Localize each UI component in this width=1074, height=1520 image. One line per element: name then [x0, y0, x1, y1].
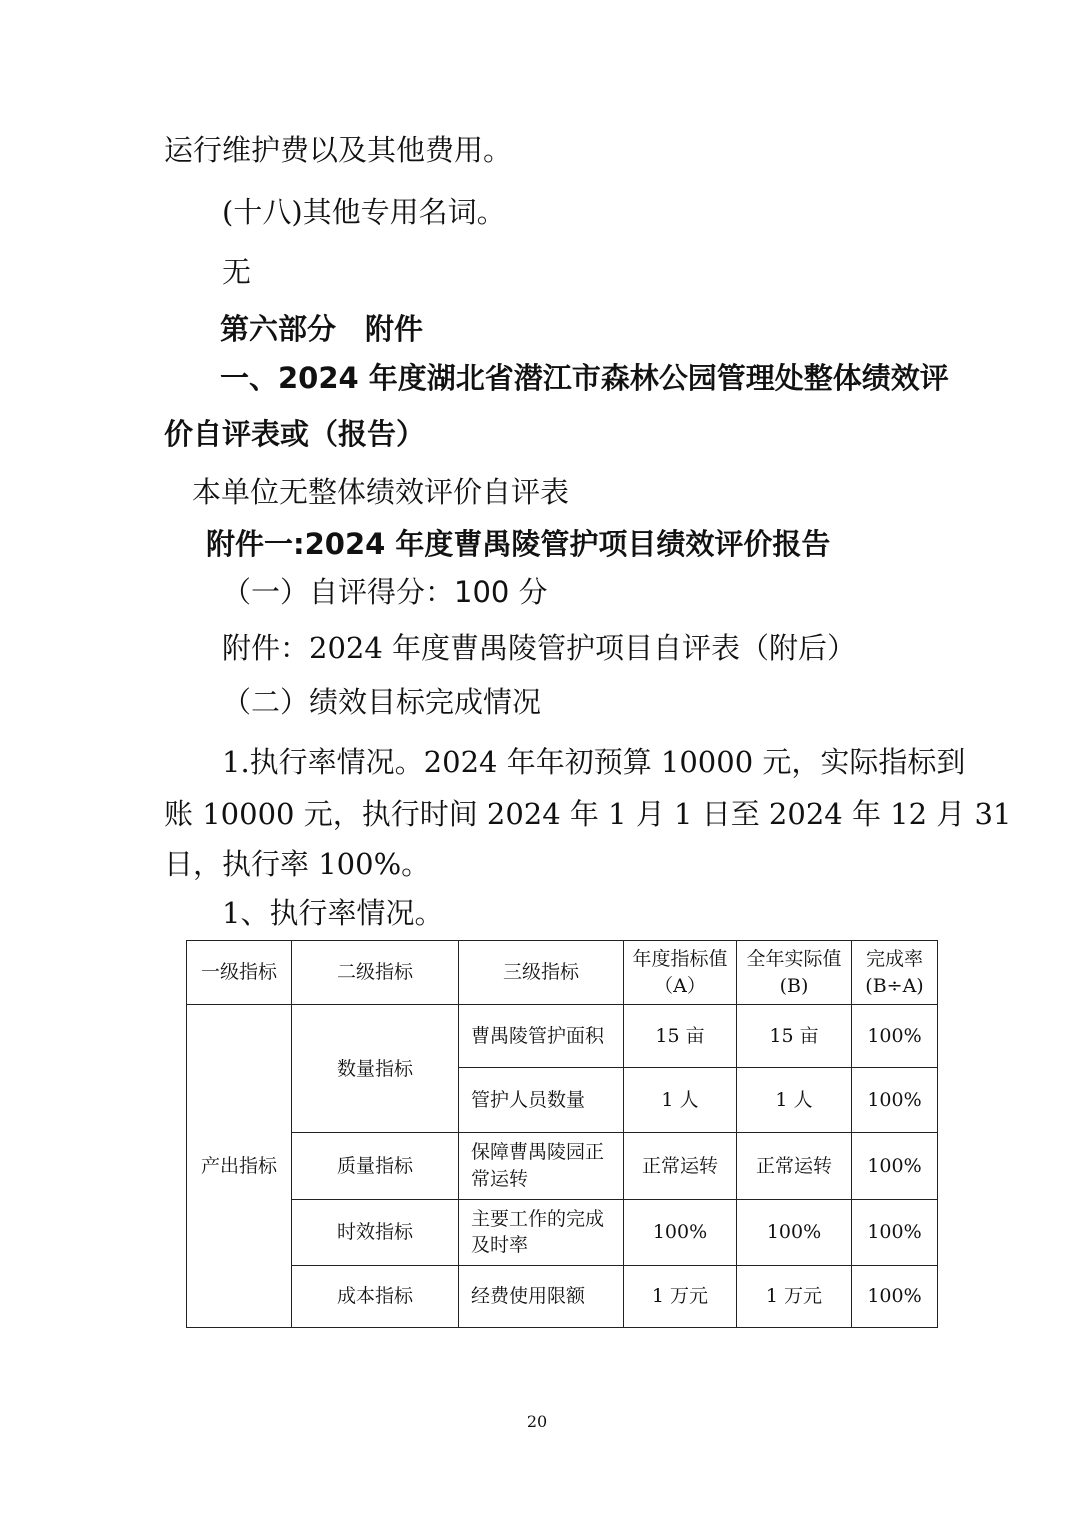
level1-output: 产出指标: [187, 1005, 292, 1328]
indicator-cell: 管护人员数量: [459, 1068, 624, 1133]
target-cell: 15 亩: [624, 1005, 737, 1068]
table-row: [187, 1199, 938, 1265]
level2-timeliness: 时效指标: [292, 1199, 459, 1265]
part6-heading: 第六部分 附件: [220, 312, 424, 346]
section-2-heading: （二）绩效目标完成情况: [222, 685, 542, 719]
rate-cell: 100%: [852, 1265, 938, 1327]
attachment-note: 附件：2024 年度曹禺陵管护项目自评表（附后）: [222, 631, 857, 665]
actual-cell: 正常运转: [737, 1133, 852, 1199]
indicator-cell: 曹禺陵管护面积: [459, 1005, 624, 1068]
para-none: 无: [222, 255, 252, 289]
table-row: [187, 1005, 938, 1068]
header-level3: 三级指标: [459, 941, 624, 1005]
target-cell: 正常运转: [624, 1133, 737, 1199]
header-rate: 完成率(B÷A): [852, 941, 938, 1005]
header-level2: 二级指标: [292, 941, 459, 1005]
level2-quality: 质量指标: [292, 1133, 459, 1199]
section-18-heading: (十八)其他专用名词。: [222, 195, 506, 229]
performance-table: [186, 940, 938, 1328]
rate-cell: 100%: [852, 1133, 938, 1199]
header-level1: 一级指标: [187, 941, 292, 1005]
target-cell: 1 人: [624, 1068, 737, 1133]
para-no-self-eval: 本单位无整体绩效评价自评表: [192, 475, 570, 509]
indicator-cell: 经费使用限额: [459, 1265, 624, 1327]
target-cell: 100%: [624, 1199, 737, 1265]
rate-cell: 100%: [852, 1005, 938, 1068]
table-row: [187, 1133, 938, 1199]
exec-rate-subheading: 1、执行率情况。: [222, 896, 444, 930]
target-cell: 1 万元: [624, 1265, 737, 1327]
actual-cell: 100%: [737, 1199, 852, 1265]
header-actual: 全年实际值(B): [737, 941, 852, 1005]
indicator-cell: 保障曹禺陵园正常运转: [459, 1133, 624, 1199]
item1-heading-line1: 一、2024 年度湖北省潜江市森林公园管理处整体绩效评: [220, 361, 949, 395]
indicator-cell: 主要工作的完成及时率: [459, 1199, 624, 1265]
level2-quantity: 数量指标: [292, 1005, 459, 1133]
exec-rate-line2: 账 10000 元，执行时间 2024 年 1 月 1 日至 2024 年 12 月 31: [164, 797, 1012, 831]
actual-cell: 1 万元: [737, 1265, 852, 1327]
attachment1-heading: 附件一:2024 年度曹禺陵管护项目绩效评价报告: [206, 527, 831, 561]
table-row: [187, 1265, 938, 1327]
rate-cell: 100%: [852, 1199, 938, 1265]
page-number: 20: [526, 1412, 548, 1431]
rate-cell: 100%: [852, 1068, 938, 1133]
table-header-row: [187, 941, 938, 1005]
para-operation-costs: 运行维护费以及其他费用。: [164, 133, 513, 167]
item1-heading-line2: 价自评表或（报告）: [164, 417, 426, 451]
level2-cost: 成本指标: [292, 1265, 459, 1327]
self-score: （一）自评得分：100 分: [222, 575, 548, 609]
exec-rate-line3: 日，执行率 100%。: [164, 847, 431, 881]
exec-rate-line1: 1.执行率情况。2024 年年初预算 10000 元，实际指标到: [222, 745, 966, 779]
header-target: 年度指标值（A）: [624, 941, 737, 1005]
actual-cell: 15 亩: [737, 1005, 852, 1068]
actual-cell: 1 人: [737, 1068, 852, 1133]
